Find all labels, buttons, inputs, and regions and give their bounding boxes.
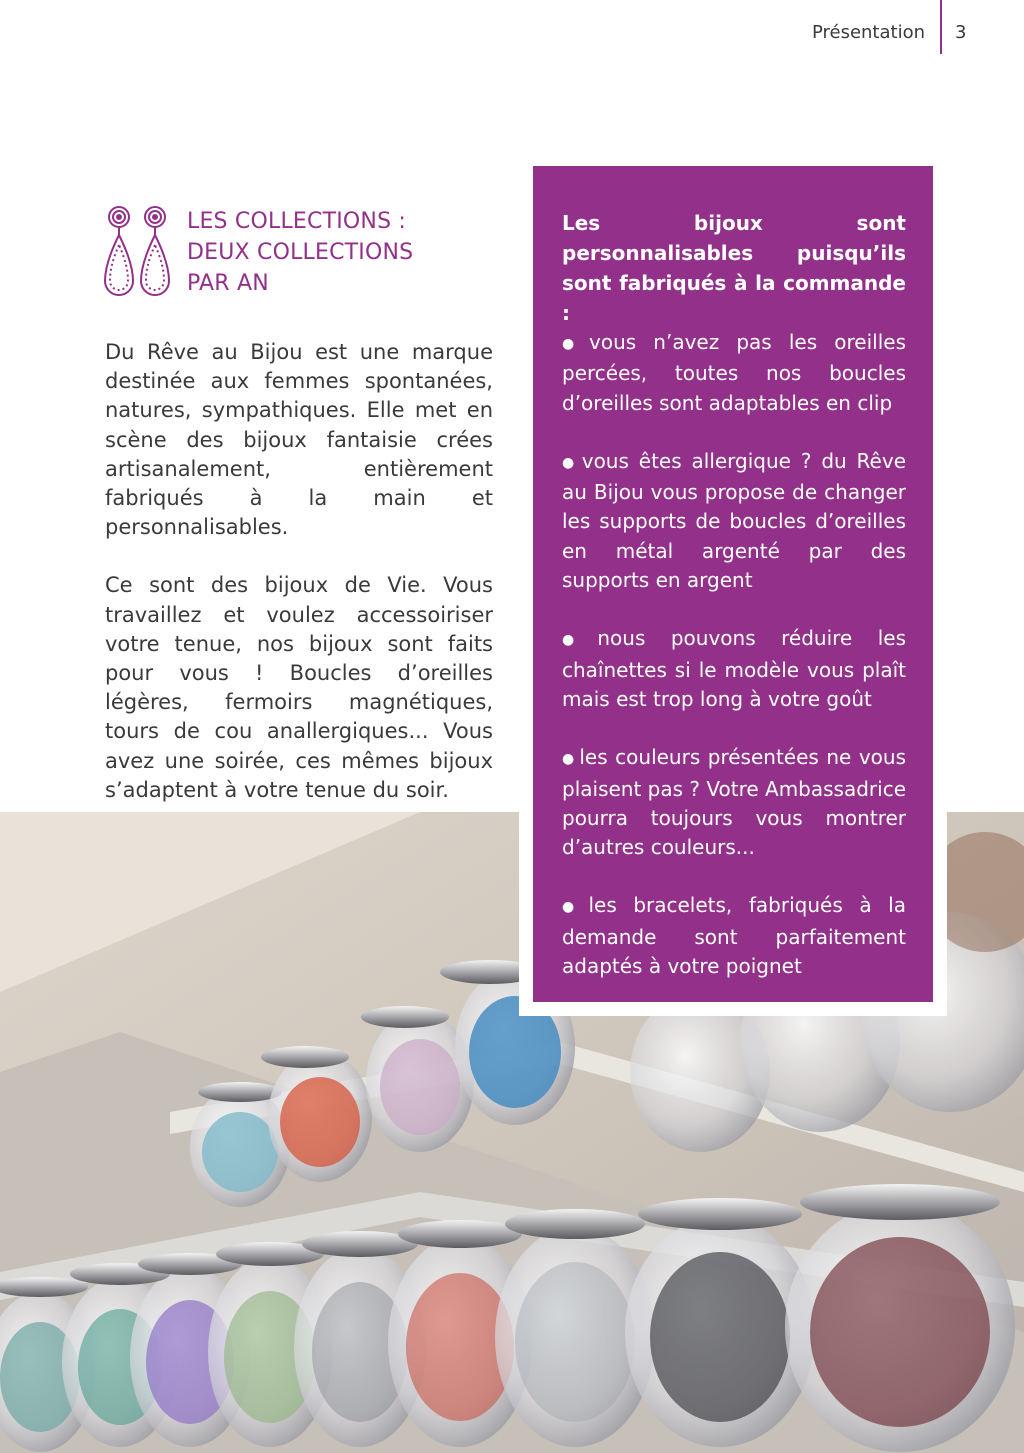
sidebar-list-item: ● nous pouvons réduire les chaînettes si le modèle vous plaît mais est trop long à votre goût <box>562 626 906 711</box>
body-paragraph: Ce sont des bijoux de Vie. Vous travaillez et voulez accessoiriser votre tenue, nos bijoux sont faits pour vous ! Boucles d’oreilles légères, fermoirs magnétiques, tours de cou anallergiques... Vous avez une soirée, ces mêmes bijoux s’adaptent à votre tenue du soir. <box>105 573 493 802</box>
body-paragraph: Du Rêve au Bijou est une marque destinée aux femmes spontanées, natures, sympathiques. Elle met en scène des bijoux fantaisie crées artisanalement, entièrement fabriqués à la main et personnalisables. <box>105 340 493 540</box>
bullet-icon: ● <box>562 632 594 649</box>
sidebar-intro: Les bijoux sont personnalisables puisqu’ils sont fabriqués à la commande : <box>562 211 906 325</box>
sidebar-list <box>562 328 906 1010</box>
section-title-line: DEUX COLLECTIONS <box>187 240 414 265</box>
section-title-line: PAR AN <box>187 271 269 296</box>
header-divider <box>940 0 942 54</box>
body-text <box>105 338 493 834</box>
sidebar-list-item: ● les couleurs présentées ne vous plaisent pas ? Votre Ambassadrice pourra toujours vous montrer d’autres couleurs... <box>562 745 907 860</box>
page-number: 3 <box>955 22 967 43</box>
personalisation-sidebar <box>533 166 933 1002</box>
section-title-line: LES COLLECTIONS : <box>187 209 407 234</box>
running-header-section: Présentation <box>811 22 925 43</box>
sidebar-list-item: ● vous n’avez pas les oreilles percées, toutes nos boucles d’oreilles sont adaptables en clip <box>562 330 906 415</box>
bullet-icon: ● <box>562 336 585 352</box>
bullet-icon: ● <box>562 454 578 471</box>
sidebar-list-item: ● vous êtes allergique ? du Rêve au Bijou vous propose de changer les supports de boucles d’oreilles en métal argenté par des supports en argent <box>562 448 907 593</box>
section-title <box>187 206 413 299</box>
bullet-icon: ● <box>562 899 585 916</box>
bullet-icon: ● <box>562 751 576 768</box>
earrings-icon <box>103 205 173 303</box>
sidebar-list-item: ● les bracelets, fabriqués à la demande sont parfaitement adaptés à votre poignet <box>562 893 906 979</box>
